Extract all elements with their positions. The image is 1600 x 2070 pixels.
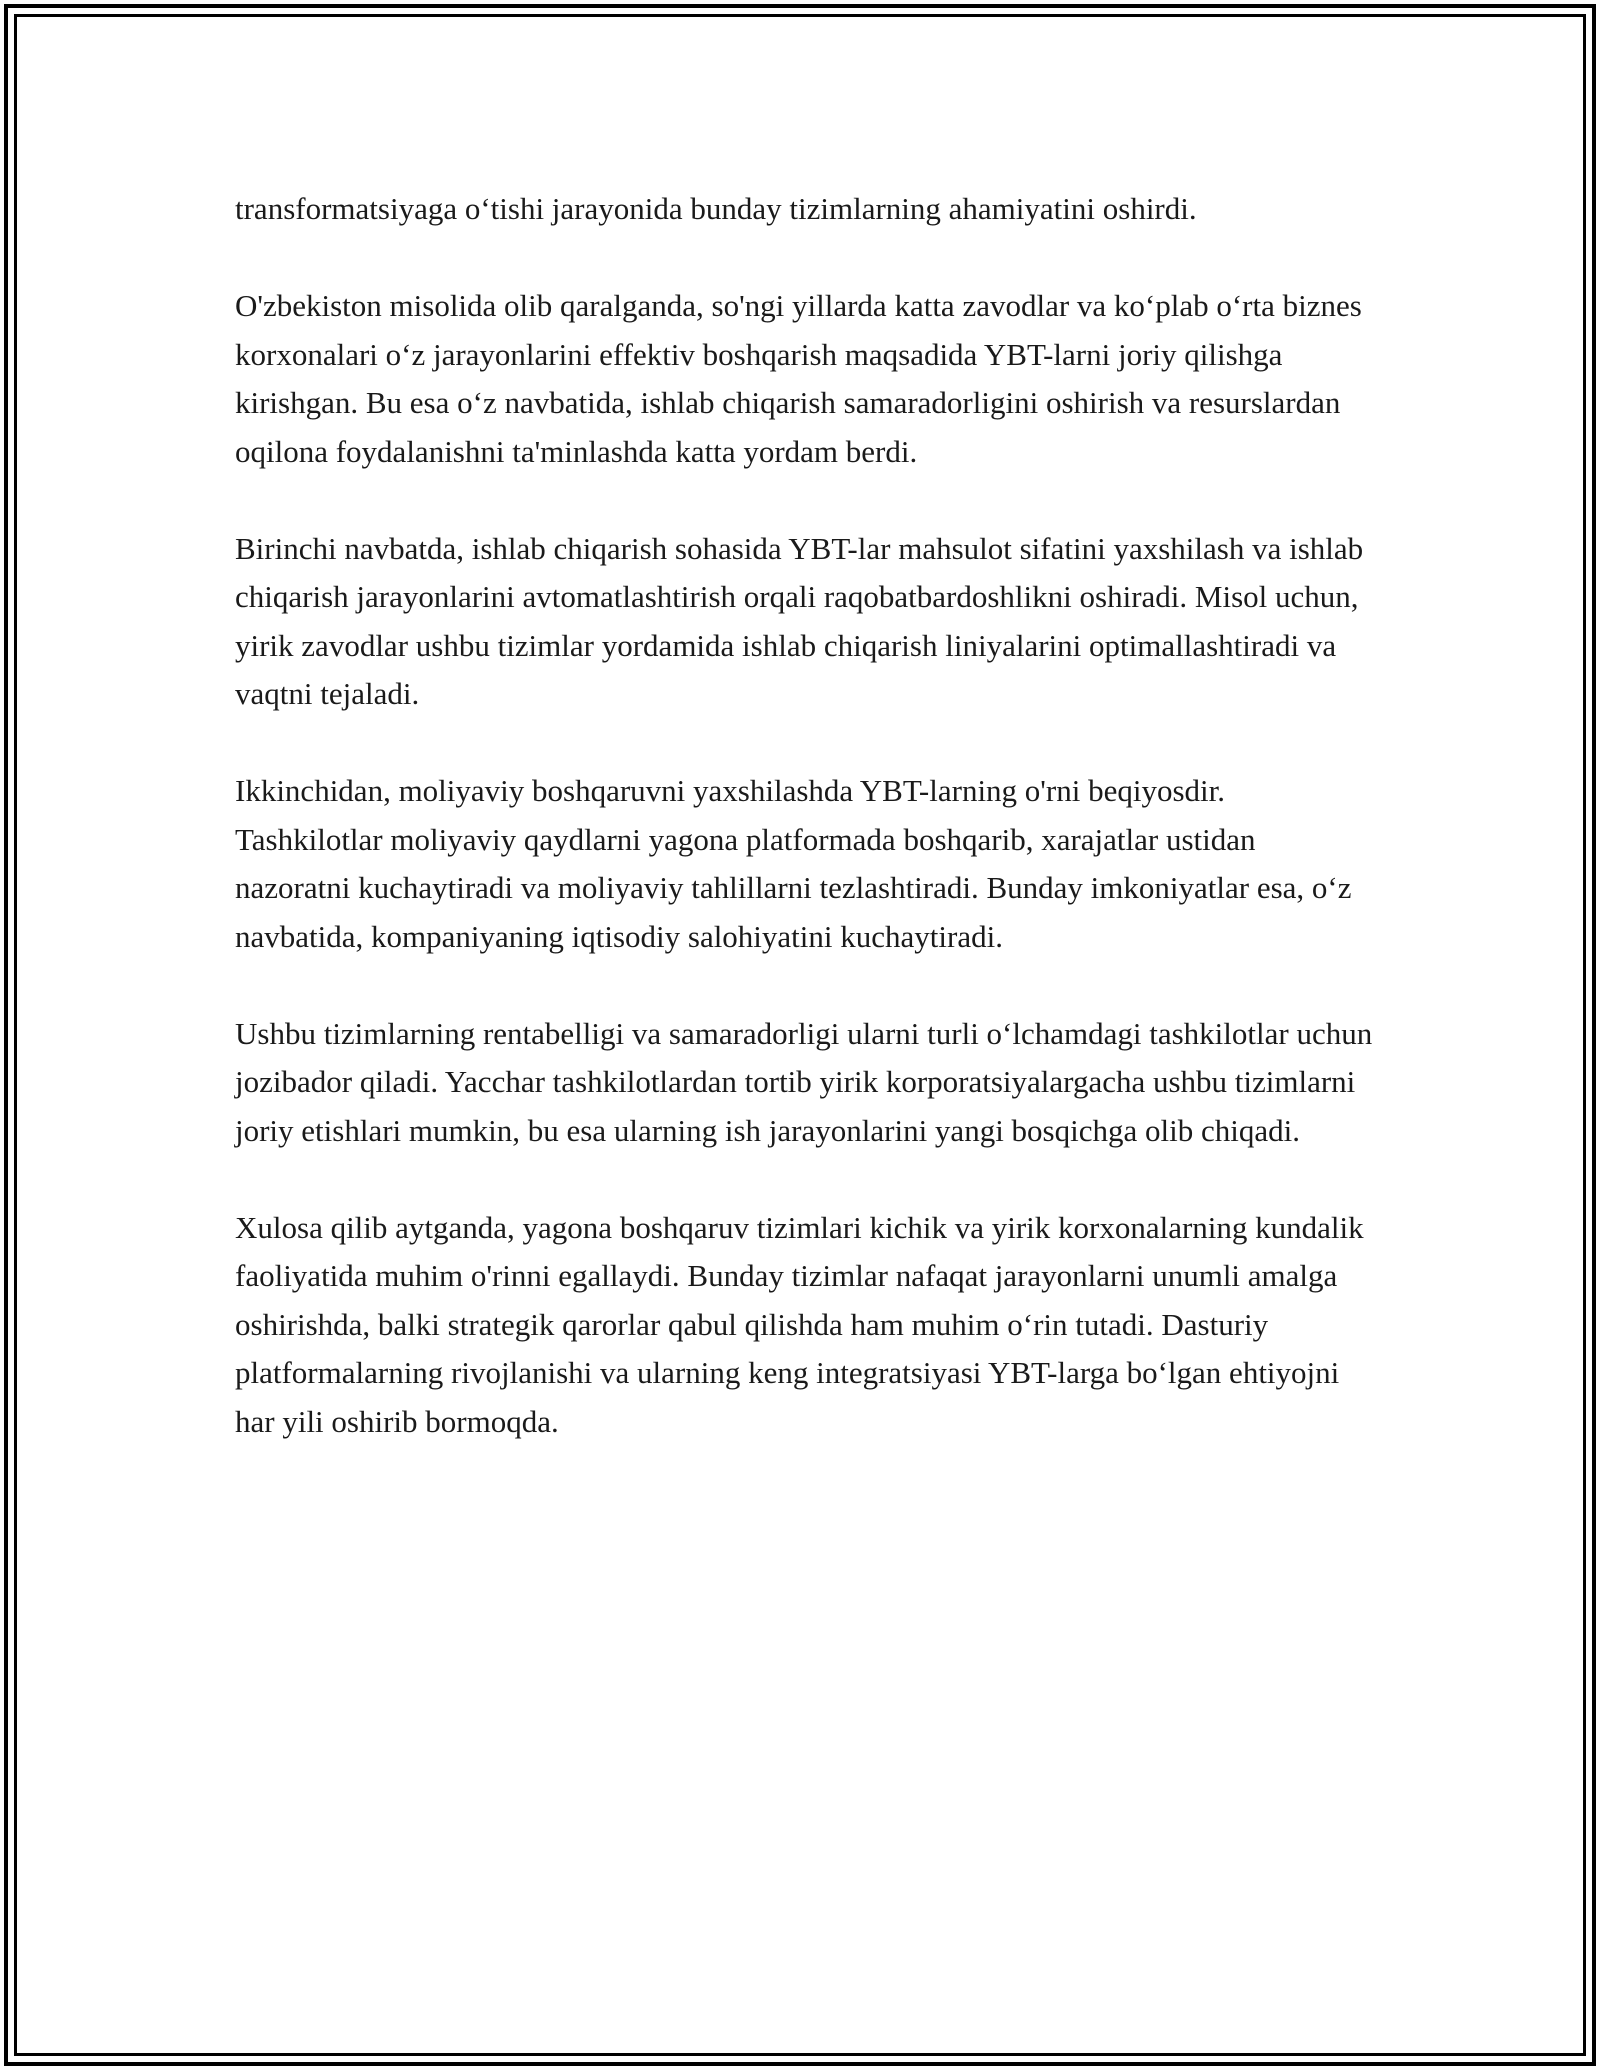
paragraph-5: Ushbu tizimlarning rentabelligi va samaradorligi ularni turli o‘lchamdagi tashkilotlar uchun jozibador qiladi. Yacchar tashkilotlardan tortib yirik korporatsiyalargacha ushbu tizimlarni joriy etishlari mumkin, bu esa ularning ish jarayonlarini yangi bosqichga olib chiqadi. <box>235 1015 1373 1148</box>
document-body <box>235 185 1375 1446</box>
paragraph-6: Xulosa qilib aytganda, yagona boshqaruv tizimlari kichik va yirik korxonalarning kundalik faoliyatida muhim o'rinni egallaydi. Bunday tizimlar nafaqat jarayonlarni unumli amalga oshirishda, balki strategik qarorlar qabul qilishda ham muhim o‘rin tutadi. Dasturiy platformalarning rivojlanishi va ularning keng integratsiyasi YBT-larga bo‘lgan ehtiyojni har yili oshirib bormoqda. <box>235 1209 1364 1439</box>
paragraph-3: Birinchi navbatda, ishlab chiqarish sohasida YBT-lar mahsulot sifatini yaxshilash va ishlab chiqarish jarayonlarini avtomatlashtirish orqali raqobatbardoshlikni oshiradi. Misol uchun, yirik zavodlar ushbu tizimlar yordamida ishlab chiqarish liniyalarini optimallashtiradi va vaqtni tejaladi. <box>235 530 1364 711</box>
paragraph-4: Ikkinchidan, moliyaviy boshqaruvni yaxshilashda YBT-larning o'rni beqiyosdir. Tashkilotlar moliyaviy qaydlarni yagona platformada boshqarib, xarajatlar ustidan nazoratni kuchaytiradi va moliyaviy tahlillarni tezlashtiradi. Bunday imkoniyatlar esa, o‘z navbatida, kompaniyaning iqtisodiy salohiyatini kuchaytiradi. <box>235 773 1352 954</box>
paragraph-1: transformatsiyaga o‘tishi jarayonida bunday tizimlarning ahamiyatini oshirdi. <box>235 191 1197 226</box>
paragraph-2: O'zbekiston misolida olib qaralganda, so'ngi yillarda katta zavodlar va ko‘plab o‘rta biznes korxonalari o‘z jarayonlarini effektiv boshqarish maqsadida YBT-larni joriy qilishga kirishgan. Bu esa o‘z navbatida, ishlab chiqarish samaradorligini oshirish va resurslardan oqilona foydalanishni ta'minlashda katta yordam berdi. <box>235 288 1362 469</box>
